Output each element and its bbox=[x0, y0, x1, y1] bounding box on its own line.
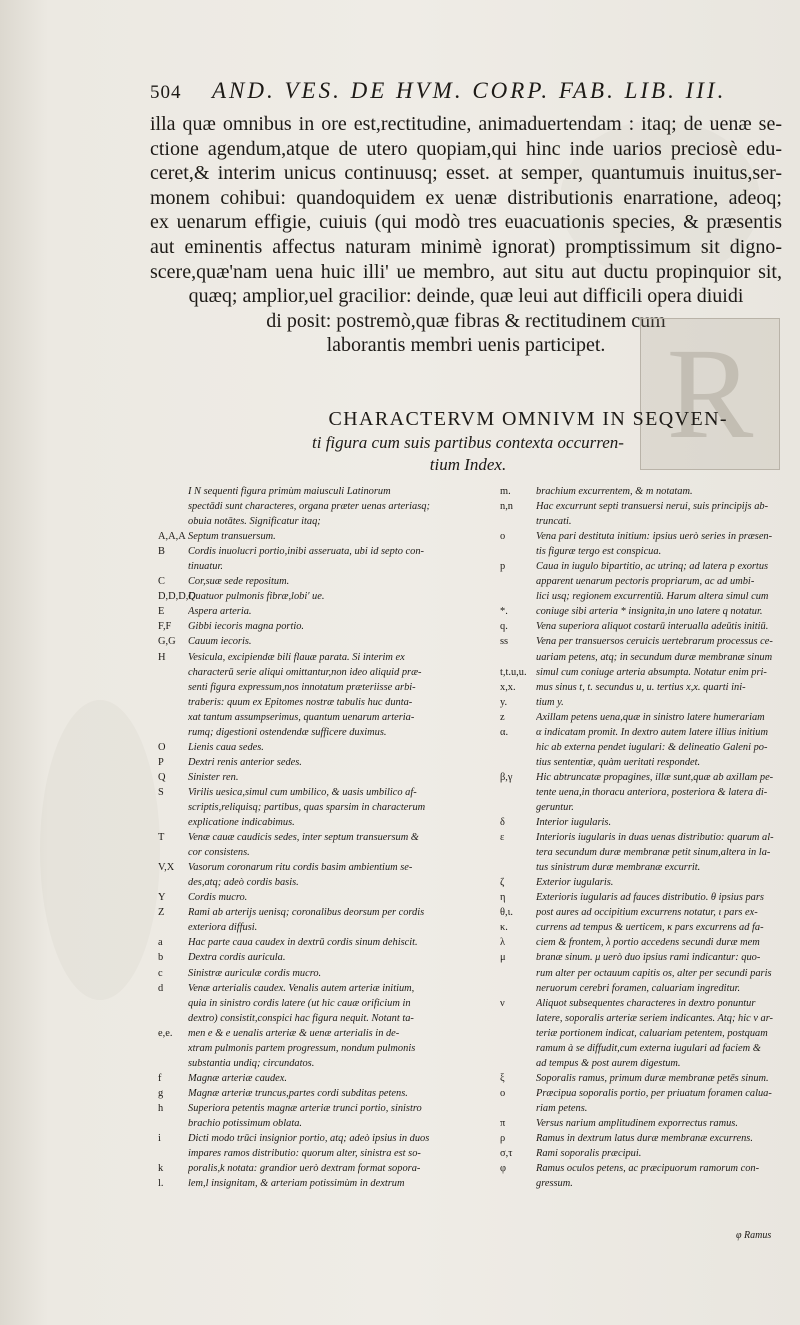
entry-line: Magnæ arteriæ truncus,partes cordi subditas petens. bbox=[188, 1087, 408, 1099]
entry-line: Cauum iecoris. bbox=[188, 636, 252, 648]
entry-line: scriptis,reliquisq; partibus, quas sparsim in characterum bbox=[188, 801, 426, 813]
entry-key: V,X bbox=[158, 862, 175, 874]
heading-line-2: ti figura cum suis partibus contexta occurren- bbox=[312, 433, 624, 452]
entry-line: ciem & frontem, λ portio accedens secundi duræ mem bbox=[536, 937, 760, 949]
entry-key: P bbox=[158, 756, 164, 768]
entry-line: teriæ portionem indicat, caluariam petentem, postquam bbox=[536, 1027, 768, 1039]
entry-line: Aspera arteria. bbox=[188, 606, 252, 618]
entry-line: riam petens. bbox=[536, 1102, 588, 1114]
entry-text bbox=[536, 1116, 785, 1131]
entry-line: impares ramos distributio: quorum alter, sinistra est so- bbox=[188, 1148, 421, 1160]
index-entry bbox=[158, 619, 463, 634]
entry-key: π bbox=[500, 1117, 506, 1129]
index-entry bbox=[500, 950, 785, 995]
entry-line: Cordis mucro. bbox=[188, 892, 248, 904]
entry-text bbox=[536, 634, 785, 664]
index-entry bbox=[500, 1131, 785, 1146]
index-entry bbox=[158, 529, 463, 544]
intro-line: monem cohibui: quandoquidem ex uenæ distributionis enarratione, adeoq; bbox=[150, 186, 782, 209]
entry-line: tius sententiæ, quàm ueritati respondet. bbox=[536, 756, 701, 768]
index-entry bbox=[500, 665, 785, 680]
intro-line: ctione agendum,atque de utero quopiam,qui hinc inde uarios preciosè edu- bbox=[150, 137, 782, 160]
entry-text bbox=[536, 695, 785, 710]
index-entry bbox=[158, 755, 463, 770]
entry-key: T bbox=[158, 832, 165, 844]
entry-key: σ,τ bbox=[500, 1148, 513, 1160]
entry-key: Y bbox=[158, 892, 166, 904]
entry-line: lici usq; regionem excurrentiū. Harum altera simul cum bbox=[536, 591, 769, 603]
entry-key: d bbox=[158, 982, 164, 994]
index-entry bbox=[158, 1176, 463, 1191]
entry-key: o bbox=[500, 531, 506, 543]
entry-key: n,n bbox=[500, 501, 513, 513]
section-heading bbox=[158, 408, 778, 475]
index-entry bbox=[500, 770, 785, 815]
entry-line: tente uena,in thoracu anteriora, posteriora & latera di- bbox=[536, 786, 768, 798]
entry-key: κ. bbox=[500, 922, 508, 934]
index-entry bbox=[158, 604, 463, 619]
entry-line: tus sinistrum duræ membranæ excurrit. bbox=[536, 862, 701, 874]
entry-key: b bbox=[158, 952, 164, 964]
entry-line: Dextra cordis auricula. bbox=[188, 952, 286, 964]
entry-line: Præcipua soporalis portio, per priuatum foramen calua- bbox=[536, 1087, 772, 1099]
entry-text bbox=[188, 1176, 463, 1191]
entry-line: senti figura expressum,nos innotatum præteriisse arbi- bbox=[188, 681, 416, 693]
entry-key: B bbox=[158, 546, 165, 558]
entry-line: α indicatam promit. In dextro autem latere illius initium bbox=[536, 726, 769, 738]
entry-text bbox=[536, 665, 785, 680]
entry-text bbox=[188, 1101, 463, 1131]
entry-key: l. bbox=[158, 1178, 164, 1190]
entry-key: C bbox=[158, 576, 165, 588]
entry-key: Q bbox=[158, 771, 166, 783]
index-entry bbox=[158, 830, 463, 860]
entry-key: ν bbox=[500, 997, 505, 1009]
entry-line: branæ sinum. μ uerò duo ipsius rami indicantur: quo- bbox=[536, 952, 761, 964]
entry-text bbox=[188, 1086, 463, 1101]
entry-text bbox=[536, 680, 785, 695]
index-entry bbox=[158, 574, 463, 589]
entry-line: men e & e uenalis arteriæ & uenæ arterialis in de- bbox=[188, 1027, 400, 1039]
entry-line: Ramus in dextrum latus duræ membranæ excurrens. bbox=[536, 1133, 753, 1145]
entry-key: E bbox=[158, 606, 165, 618]
entry-line: Ramus oculos petens, ac præcipuorum ramorum con- bbox=[536, 1163, 760, 1175]
index-entry bbox=[158, 950, 463, 965]
entry-key: h bbox=[158, 1102, 164, 1114]
entry-line: ramum à se diffudit,cum externa iugulari ad faciem & bbox=[536, 1042, 761, 1054]
entry-line: uariam petens, atq; in secundum duræ membranæ sinum bbox=[536, 651, 773, 663]
entry-line: Vasorum coronarum ritu cordis basim ambientium se- bbox=[188, 862, 413, 874]
index-entry bbox=[500, 680, 785, 695]
entry-line: characterū serie aliqui omittantur,non ideo aliquid præ- bbox=[188, 666, 422, 678]
entry-text bbox=[188, 740, 463, 755]
intro-line: ex uenarum effigie, cuiuis (qui modò tres euacuationis species, & præsentis bbox=[150, 211, 782, 234]
entry-key: δ bbox=[500, 817, 505, 829]
index-entry bbox=[158, 1161, 463, 1176]
index-entry bbox=[500, 634, 785, 664]
entry-key: t,t.u,u. bbox=[500, 666, 527, 678]
entry-text bbox=[188, 1161, 463, 1176]
index-entry bbox=[158, 860, 463, 890]
entry-text bbox=[536, 950, 785, 995]
entry-text bbox=[188, 529, 463, 544]
entry-key: H bbox=[158, 651, 166, 663]
entry-text bbox=[536, 1161, 785, 1191]
entry-text bbox=[536, 499, 785, 529]
entry-key: O bbox=[158, 741, 166, 753]
index-entry bbox=[158, 966, 463, 981]
entry-text bbox=[188, 755, 463, 770]
entry-line: des,atq; adeò cordis basis. bbox=[188, 877, 299, 889]
entry-text bbox=[536, 905, 785, 920]
entry-line: geruntur. bbox=[536, 801, 574, 813]
index-entry bbox=[158, 905, 463, 935]
entry-key: a bbox=[158, 937, 163, 949]
index-entry bbox=[500, 499, 785, 529]
entry-line: Venæ arterialis caudex. Venalis autem arteriæ initium, bbox=[188, 982, 415, 994]
index-entry bbox=[500, 890, 785, 905]
entry-line: Aliquot subsequentes characteres in dextro ponuntur bbox=[536, 997, 756, 1009]
entry-key: A,A,A bbox=[158, 531, 186, 543]
index-entry bbox=[158, 785, 463, 830]
entry-text bbox=[188, 935, 463, 950]
entry-text bbox=[188, 966, 463, 981]
entry-line: Vena per transuersos ceruicis uertebrarum processus ce- bbox=[536, 636, 773, 648]
entry-key: ss bbox=[500, 636, 509, 648]
entry-text bbox=[188, 830, 463, 860]
entry-text bbox=[188, 589, 463, 604]
index-entry bbox=[158, 1131, 463, 1161]
entry-line: quia in sinistro cordis latere (ut hic cauæ orificium in bbox=[188, 997, 411, 1009]
index-entry bbox=[500, 559, 785, 604]
index-entry bbox=[500, 815, 785, 830]
entry-key: ο bbox=[500, 1087, 506, 1099]
entry-key: ε bbox=[500, 832, 505, 844]
heading-line-1: CHARACTERVM OMNIVM IN SEQVEN- bbox=[328, 408, 728, 430]
entry-line: Gibbi iecoris magna portio. bbox=[188, 621, 305, 633]
index-entry bbox=[158, 1026, 463, 1071]
index-entry bbox=[500, 1146, 785, 1161]
entry-text bbox=[536, 1131, 785, 1146]
entry-key: F,F bbox=[158, 621, 172, 633]
index-entry bbox=[500, 695, 785, 710]
entry-text bbox=[188, 950, 463, 965]
entry-line: tinuatur. bbox=[188, 561, 223, 573]
index-entry bbox=[158, 1071, 463, 1086]
entry-line: Hac parte caua caudex in dextrū cordis sinum dehiscit. bbox=[188, 937, 418, 949]
entry-line: dextro) consistit,conspici hac figura nequit. Notant ta- bbox=[188, 1012, 414, 1024]
index-entry bbox=[500, 830, 785, 875]
entry-line: Axillam petens uena,quæ in sinistro latere humerariam bbox=[536, 711, 765, 723]
entry-line: post aures ad occipitium excurrens notatur, ι pars ex- bbox=[536, 907, 758, 919]
entry-text bbox=[536, 619, 785, 634]
intro-line: di posit: postremò,quæ fibras & rectitudinem cum bbox=[266, 309, 666, 332]
intro-line: quæq; amplior,uel gracilior: deinde, quæ leui aut difficili opera diuidi bbox=[188, 285, 744, 308]
entry-line: rum alter per octauum capitis os, alter per secundi paris bbox=[536, 967, 772, 979]
index-entry bbox=[500, 1116, 785, 1131]
entry-line: Exterioris iugularis ad fauces distributio. θ ipsius pars bbox=[536, 892, 764, 904]
entry-line: Venæ cauæ caudicis sedes, inter septum transuersum & bbox=[188, 832, 419, 844]
paper-stain bbox=[40, 700, 160, 1000]
entry-line: obuia notātes. Significatur itaq; bbox=[188, 516, 321, 528]
entry-key: g bbox=[158, 1087, 164, 1099]
index-entry bbox=[500, 905, 785, 920]
index-entry bbox=[500, 725, 785, 770]
entry-line: spectādi sunt characteres, organa præter uenas arteriasq; bbox=[188, 501, 430, 513]
intro-line: laborantis membri uenis participet. bbox=[326, 334, 606, 357]
intro-line: ceret,& interim unicus continuusq; esset. at semper, quantumuis inuitus,ser- bbox=[150, 162, 782, 185]
entry-text bbox=[536, 1146, 785, 1161]
index-entry bbox=[500, 619, 785, 634]
entry-line: tium y. bbox=[536, 696, 564, 708]
entry-text bbox=[536, 725, 785, 770]
entry-line: Magnæ arteriæ caudex. bbox=[188, 1072, 287, 1084]
index-entry bbox=[158, 589, 463, 604]
entry-line: mus sinus t, t. secundus u, u. tertius x,x. quarti ini- bbox=[536, 681, 746, 693]
index-entry bbox=[500, 484, 785, 499]
entry-line: Superiora petentis magnæ arteriæ trunci portio, sinistro bbox=[188, 1102, 422, 1114]
running-header bbox=[150, 78, 750, 110]
entry-text bbox=[188, 484, 463, 529]
entry-line: Vena pari destituta initium: ipsius uerò series in præsen- bbox=[536, 531, 773, 543]
index-entry bbox=[158, 1086, 463, 1101]
entry-line: coniuge sibi arteria * insignita,in uno latere q notatur. bbox=[536, 606, 763, 618]
index-entry bbox=[158, 770, 463, 785]
index-entry bbox=[500, 529, 785, 559]
entry-line: hic ab externa pendet iugulari: & delineatio Galeni po- bbox=[536, 741, 768, 753]
entry-text bbox=[536, 935, 785, 950]
entry-line: gressum. bbox=[536, 1178, 573, 1190]
index-entry bbox=[158, 544, 463, 574]
entry-key: ζ bbox=[500, 877, 505, 889]
index-entry bbox=[500, 935, 785, 950]
entry-line: Versus narium amplitudinem exporrectus ramus. bbox=[536, 1117, 738, 1129]
entry-key: m. bbox=[500, 486, 511, 497]
entry-key: e,e. bbox=[158, 1027, 173, 1039]
page-number: 504 bbox=[150, 82, 182, 103]
entry-key: z bbox=[500, 711, 505, 723]
entry-line: currens ad tempus & uerticem, κ pars excurrens ad fa- bbox=[536, 922, 764, 934]
entry-key: S bbox=[158, 786, 164, 798]
index-entry bbox=[500, 996, 785, 1071]
entry-line: brachium excurrentem, & m notatam. bbox=[536, 486, 693, 497]
entry-line: apparent uenarum pectoris propriarum, ac ad umbi- bbox=[536, 576, 755, 588]
entry-line: brachio potissimum oblata. bbox=[188, 1117, 303, 1129]
entry-text bbox=[536, 875, 785, 890]
entry-key: q. bbox=[500, 621, 508, 633]
entry-line: ad tempus & post aurem digestum. bbox=[536, 1057, 681, 1069]
index-entry bbox=[500, 1071, 785, 1086]
entry-key: η bbox=[500, 892, 506, 904]
index-entry bbox=[158, 634, 463, 649]
entry-line: Cor,suæ sede repositum. bbox=[188, 576, 290, 588]
entry-line: Interioris iugularis in duas uenas distributio: quarum al- bbox=[536, 832, 774, 844]
intro-line: illa quæ omnibus in ore est,rectitudine, animaduertendam : itaq; de uenæ se- bbox=[150, 113, 782, 135]
ornament-letter-image: R bbox=[666, 322, 754, 466]
index-entry bbox=[158, 484, 463, 529]
entry-text bbox=[536, 529, 785, 559]
entry-key: θ,ι. bbox=[500, 907, 513, 919]
entry-line: Soporalis ramus, primum duræ membranæ petēs sinum. bbox=[536, 1072, 769, 1084]
entry-line: Virilis uesica,simul cum umbilico, & uasis umbilico af- bbox=[188, 786, 417, 798]
entry-key: p bbox=[500, 561, 506, 573]
entry-line: explicatione indicabimus. bbox=[188, 817, 295, 829]
entry-key: c bbox=[158, 967, 163, 979]
entry-key: y. bbox=[500, 696, 508, 708]
entry-text bbox=[188, 1131, 463, 1161]
index-entry bbox=[500, 920, 785, 935]
index-entry bbox=[158, 981, 463, 1026]
entry-line: poralis,k notata: grandior uerò dextram format sopora- bbox=[188, 1163, 421, 1175]
entry-key: α. bbox=[500, 726, 509, 738]
entry-line: latere, soporalis arteriæ seriem indicantes. Atq; hic ν ar- bbox=[536, 1012, 774, 1024]
entry-line: tera secundum duræ membranæ petit sinum,altera in la- bbox=[536, 847, 771, 859]
entry-line: xat tantum assumpserimus, quantum uenarum arteria- bbox=[188, 711, 415, 723]
entry-text bbox=[188, 890, 463, 905]
entry-line: Quatuor pulmonis fibræ,lobi' ue. bbox=[188, 591, 325, 603]
entry-text bbox=[188, 650, 463, 740]
index-entry bbox=[158, 935, 463, 950]
running-title: AND. VES. DE HVM. CORP. FAB. LIB. III. bbox=[212, 78, 727, 103]
entry-line: Interior iugularis. bbox=[536, 817, 612, 829]
entry-key: k bbox=[158, 1163, 164, 1175]
entry-line: exteriora diffusi. bbox=[188, 922, 258, 934]
entry-line: Rami soporalis præcipui. bbox=[536, 1148, 642, 1160]
entry-line: Lienis caua sedes. bbox=[188, 741, 264, 753]
entry-text bbox=[188, 1026, 463, 1071]
intro-line: scere,quæ'nam uena huic illi' ue membro, aut situ aut ductu propinquior sit, bbox=[150, 260, 782, 283]
entry-line: Dextri renis anterior sedes. bbox=[188, 756, 302, 768]
entry-key: x,x. bbox=[500, 681, 516, 693]
entry-line: xtram pulmonis partem progressum, nondum pulmonis bbox=[188, 1042, 416, 1054]
entry-text bbox=[188, 544, 463, 574]
entry-key: λ bbox=[500, 937, 506, 949]
entry-text bbox=[536, 890, 785, 905]
entry-text bbox=[536, 604, 785, 619]
entry-key: ρ bbox=[500, 1133, 506, 1145]
entry-text bbox=[536, 770, 785, 815]
intro-line: aut eminentis affectus naturam minimè ignorat) promptissimum sit digno- bbox=[150, 235, 782, 258]
entry-text bbox=[536, 559, 785, 604]
entry-key: μ bbox=[500, 952, 506, 964]
entry-text bbox=[188, 634, 463, 649]
index-entry bbox=[158, 1101, 463, 1131]
entry-text bbox=[536, 484, 785, 499]
entry-text bbox=[188, 619, 463, 634]
entry-key: f bbox=[158, 1072, 162, 1084]
entry-line: Cordis inuolucri portio,inibi asseruata, ubi id septo con- bbox=[188, 546, 425, 558]
index-column-left bbox=[158, 484, 463, 1191]
entry-line: Rami ab arterijs uenisq; coronalibus deorsum per cordis bbox=[188, 907, 425, 919]
entry-text bbox=[536, 920, 785, 935]
entry-key: D,D,D,D bbox=[158, 591, 196, 603]
index-entry bbox=[500, 604, 785, 619]
index-column-right bbox=[500, 484, 785, 1191]
index-entry bbox=[158, 740, 463, 755]
index-entry bbox=[500, 875, 785, 890]
index-entry bbox=[158, 890, 463, 905]
entry-line: Vesicula, excipiendæ bili flauæ parata. Si interim ex bbox=[188, 651, 405, 663]
entry-key: Z bbox=[158, 907, 165, 919]
entry-line: cor consistens. bbox=[188, 847, 250, 859]
entry-line: Sinistræ auriculæ cordis mucro. bbox=[188, 967, 322, 979]
entry-key: *. bbox=[500, 606, 508, 618]
entry-text bbox=[536, 710, 785, 725]
entry-line: Dicti modo trūci insignior portio, atq; adeò ipsius in duos bbox=[188, 1133, 430, 1145]
index-entry bbox=[500, 710, 785, 725]
entry-text bbox=[536, 830, 785, 875]
entry-text bbox=[188, 860, 463, 890]
index-entry bbox=[500, 1086, 785, 1116]
entry-line: truncati. bbox=[536, 516, 572, 528]
entry-line: substantia undiq; circundatos. bbox=[188, 1057, 315, 1069]
entry-line: Caua in iugulo bipartitio, ac utrinq; ad latera p exortus bbox=[536, 561, 769, 573]
entry-line: tis figuræ tergo est conspicua. bbox=[536, 546, 662, 558]
entry-key: G,G bbox=[158, 636, 176, 648]
entry-line: traberis: quum ex Epitomes nostræ tabulis huc dunta- bbox=[188, 696, 413, 708]
entry-line: Septum transuersum. bbox=[188, 531, 276, 543]
entry-text bbox=[536, 815, 785, 830]
entry-line: Vena superiora aliquot costarū interualla adeūtis initiū. bbox=[536, 621, 769, 633]
entry-text bbox=[536, 1086, 785, 1116]
entry-line: Exterior iugularis. bbox=[536, 877, 614, 889]
entry-text bbox=[536, 1071, 785, 1086]
entry-line: Hic abtruncatæ propagines, illæ sunt,quæ ab axillam pe- bbox=[536, 771, 774, 783]
entry-key: β,γ bbox=[500, 771, 513, 783]
entry-text bbox=[188, 1071, 463, 1086]
entry-text bbox=[188, 574, 463, 589]
entry-text bbox=[188, 905, 463, 935]
entry-line: simul cum coniuge arteria absumpta. Notatur enim pri- bbox=[536, 666, 767, 678]
entry-line: I N sequenti figura primùm maiusculi Latinorum bbox=[188, 486, 391, 497]
entry-line: rumq; digestioni ostendendæ sufficere duximus. bbox=[188, 726, 387, 738]
entry-text bbox=[536, 996, 785, 1071]
entry-text bbox=[188, 604, 463, 619]
entry-line: lem,l insignitam, & arteriam potissimùm in dextrum bbox=[188, 1178, 405, 1190]
index-entry bbox=[500, 1161, 785, 1191]
index-entry bbox=[158, 650, 463, 740]
entry-line: Sinister ren. bbox=[188, 771, 239, 783]
entry-line: Hac excurrunt septi transuersi nerui, suis principijs ab- bbox=[536, 501, 769, 513]
entry-text bbox=[188, 785, 463, 830]
catchword: φ Ramus bbox=[736, 1230, 772, 1241]
entry-text bbox=[188, 981, 463, 1026]
entry-text bbox=[188, 770, 463, 785]
entry-key: i bbox=[158, 1133, 161, 1145]
entry-key: ξ bbox=[500, 1072, 505, 1084]
entry-line: neruorum cerebri foramen, caluariam ingreditur. bbox=[536, 982, 741, 994]
entry-key: φ bbox=[500, 1163, 506, 1175]
heading-line-3: tium Index. bbox=[429, 455, 507, 474]
